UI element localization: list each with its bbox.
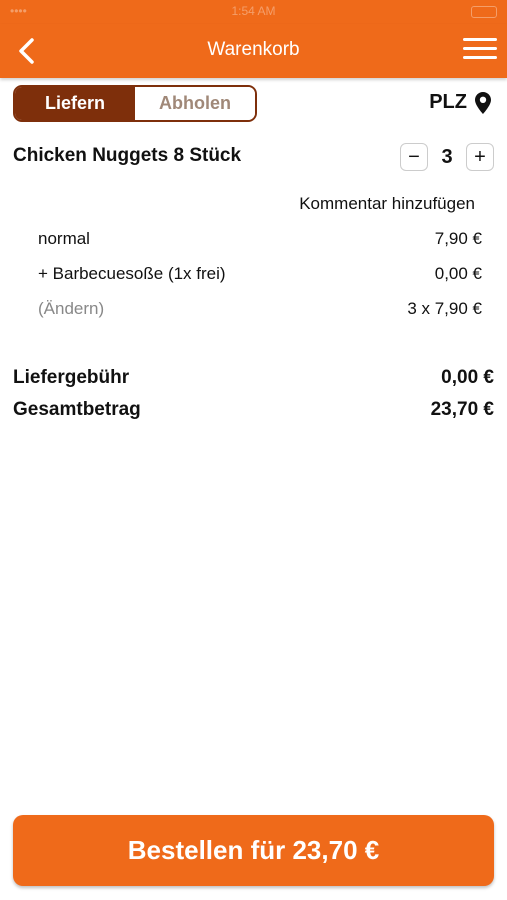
line-subtotal: 3 x 7,90 € (407, 299, 482, 318)
increase-quantity-button[interactable]: + (466, 143, 494, 171)
delivery-fee-label: Liefergebühr (13, 367, 130, 388)
change-item-link[interactable]: (Ändern) (38, 299, 105, 318)
quantity-stepper (400, 143, 494, 171)
delivery-mode-toggle (13, 85, 257, 122)
cart-line-change (38, 299, 482, 321)
line-label: normal (38, 229, 90, 248)
status-bar (0, 0, 507, 24)
total-value: 23,70 € (430, 399, 494, 420)
decrease-quantity-button[interactable]: − (400, 143, 428, 171)
cart-line-extra (38, 264, 482, 286)
delivery-fee-value: 0,00 € (441, 367, 494, 388)
tab-liefern[interactable]: Liefern (15, 87, 135, 120)
plz-label: PLZ (429, 91, 467, 113)
menu-button[interactable] (463, 38, 497, 64)
map-pin-icon (475, 92, 491, 114)
line-price: 7,90 € (434, 229, 482, 248)
quantity-value: 3 (441, 145, 453, 168)
postal-code-selector[interactable] (429, 91, 491, 114)
hamburger-menu-icon (463, 38, 497, 41)
add-comment-link[interactable]: Kommentar hinzufügen (299, 194, 475, 213)
total-label: Gesamtbetrag (13, 399, 141, 420)
page-title: Warenkorb (207, 39, 300, 60)
status-time: 1:54 AM (231, 4, 276, 18)
carrier-signal: •••• (10, 4, 27, 18)
place-order-button[interactable]: Bestellen für 23,70 € (13, 815, 494, 886)
cart-line-size (38, 229, 482, 251)
line-label: + Barbecuesoße (1x frei) (38, 264, 226, 283)
nav-bar (0, 24, 507, 78)
battery-icon (471, 6, 497, 18)
line-price: 0,00 € (434, 264, 482, 283)
cart-item-name: Chicken Nuggets 8 Stück (13, 145, 242, 166)
tab-abholen[interactable]: Abholen (135, 87, 255, 120)
